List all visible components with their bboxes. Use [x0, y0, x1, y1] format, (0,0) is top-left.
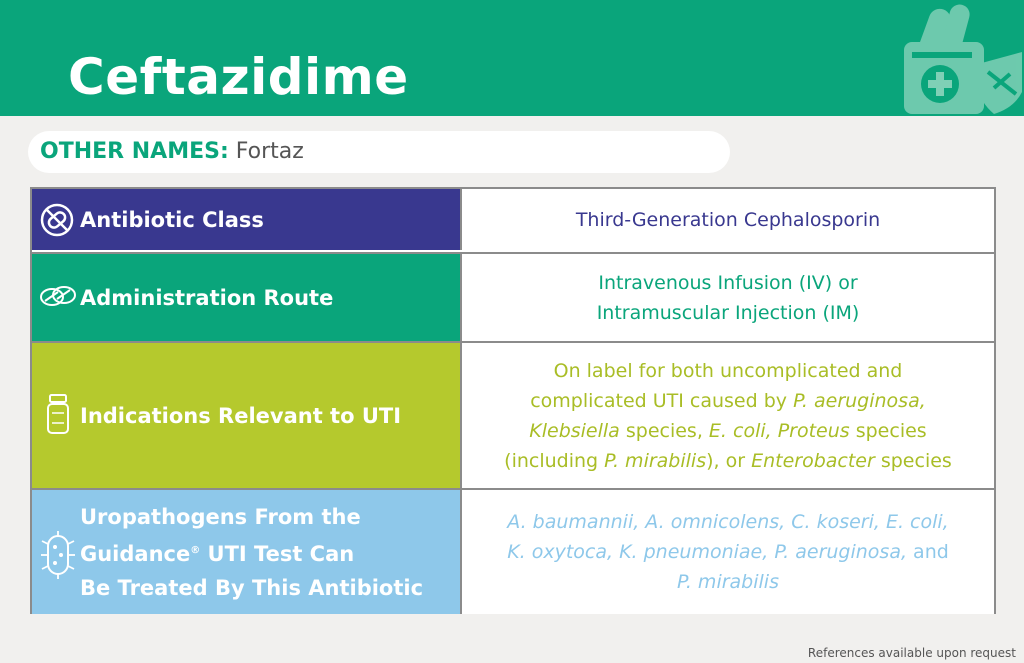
footer-note: References available upon request: [807, 646, 1016, 660]
row-value-line: A. baumannii, A. omnicolens, C. koseri, E. coli,: [507, 511, 949, 533]
other-names-text: [40, 140, 304, 164]
other-names-value: Fortaz: [235, 139, 304, 164]
row-value-line: On label for both uncomplicated and: [553, 359, 903, 382]
no-pill-icon: [39, 202, 75, 238]
table-row-antibiotic-class: [32, 189, 994, 250]
row-value-line: Intravenous Infusion (IV) or: [598, 271, 858, 294]
table-row-administration-route: [32, 252, 994, 341]
other-names-bar: [28, 131, 730, 173]
row-value-line: Klebsiella species, E. coli, Proteus species: [529, 419, 927, 442]
page-title: Ceftazidime: [68, 48, 409, 106]
table-row-uropathogens: [32, 488, 994, 614]
medicine-jar-icon: [896, 2, 1024, 116]
row-value-indications: [462, 343, 994, 488]
row-header-indications: [32, 343, 462, 488]
row-value-administration-route: [462, 254, 994, 341]
row-header-uropathogens: [32, 490, 462, 614]
row-value-antibiotic-class: [462, 189, 994, 250]
tablets-icon: [39, 282, 77, 310]
header-banner: [0, 0, 1024, 116]
row-label: Administration Route: [80, 285, 334, 310]
table-row-indications: [32, 341, 994, 488]
drug-info-table: [30, 187, 996, 614]
other-names-label: OTHER NAMES:: [40, 139, 229, 164]
row-value-line: K. oxytoca, K. pneumoniae, P. aeruginosa, and: [507, 541, 949, 563]
row-label: Uropathogens From the Guidance® UTI Test Can Be Treated By This Antibiotic: [80, 504, 424, 600]
row-header-antibiotic-class: [32, 189, 462, 250]
row-header-administration-route: [32, 254, 462, 341]
row-value-line: P. mirabilis: [677, 571, 779, 593]
row-value-line: Third-Generation Cephalosporin: [575, 208, 881, 231]
bacteria-icon: [40, 530, 76, 580]
row-label: Antibiotic Class: [80, 207, 264, 232]
pill-bottle-icon: [46, 393, 70, 435]
row-value-line: complicated UTI caused by P. aeruginosa,: [530, 389, 926, 412]
row-label: Indications Relevant to UTI: [80, 403, 402, 428]
row-value-line: Intramuscular Injection (IM): [596, 301, 860, 324]
row-value-uropathogens: [462, 490, 994, 614]
row-value-line: (including P. mirabilis), or Enterobacter species: [504, 449, 952, 472]
